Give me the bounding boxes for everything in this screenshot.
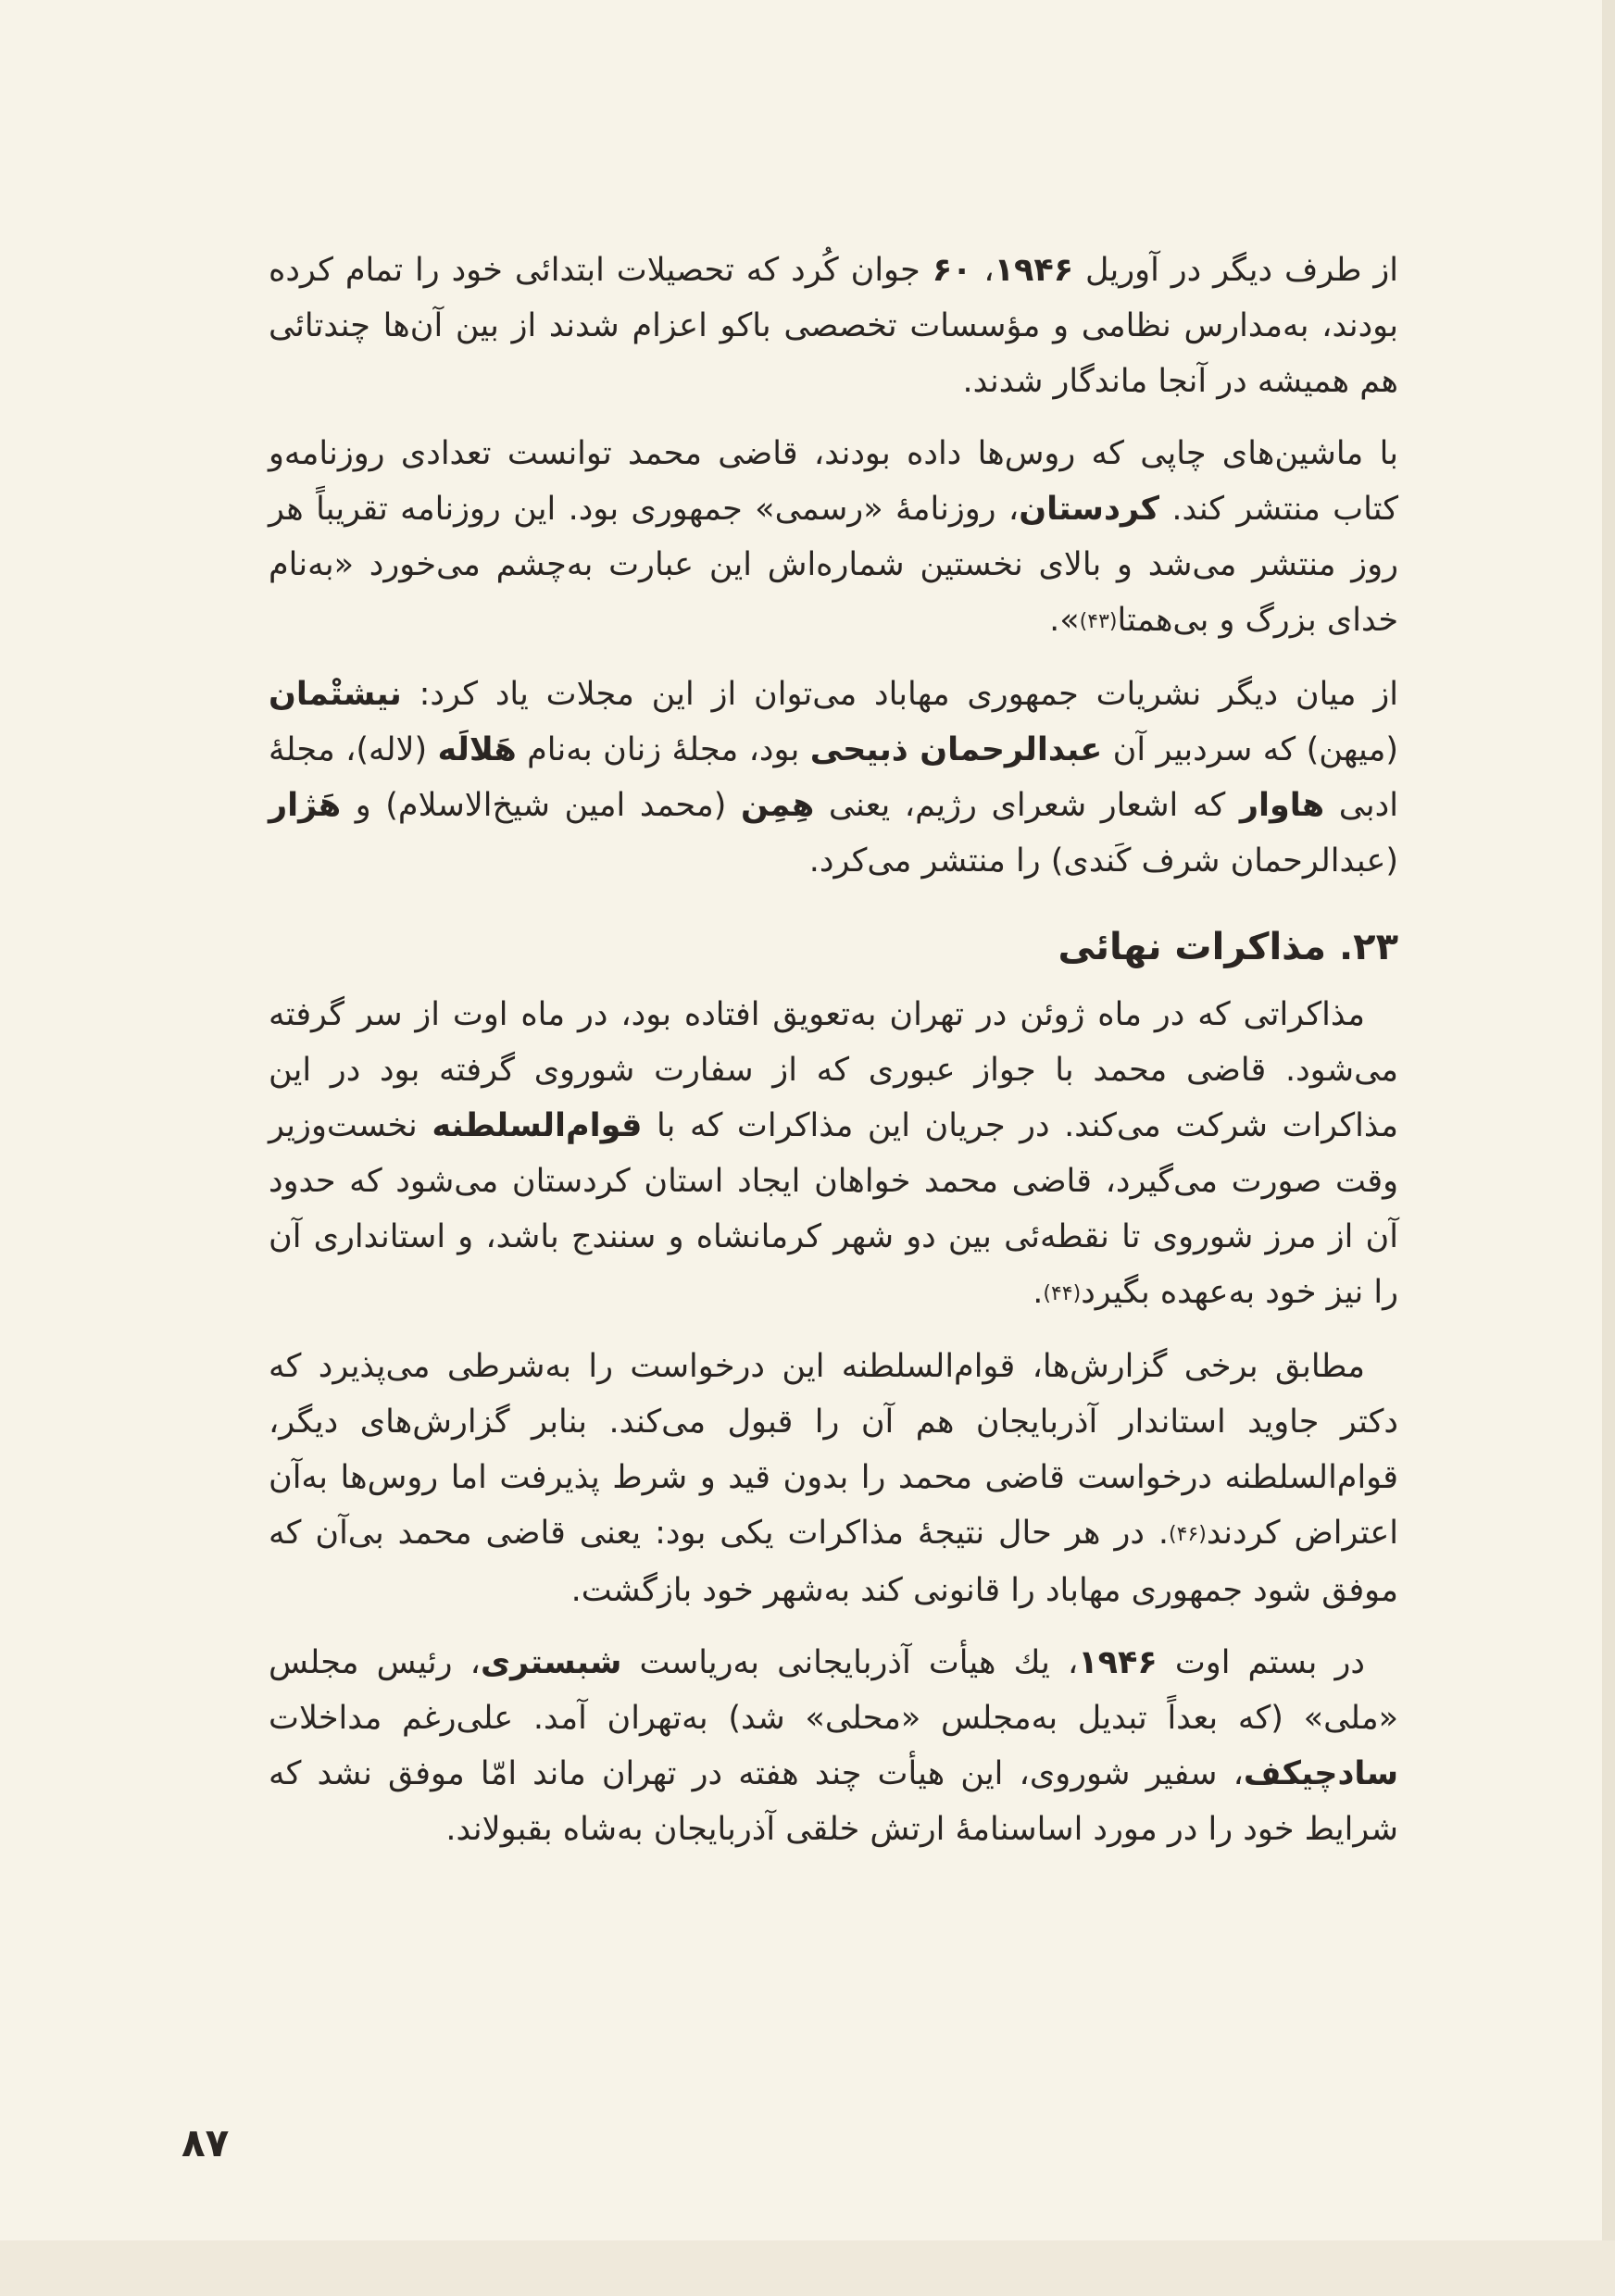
text-run: (محمد امین شیخ‌الاسلام) و — [341, 787, 742, 824]
poet-name: هِمِن — [741, 787, 815, 824]
body-text — [269, 243, 1398, 1874]
person-name: شبستری — [480, 1644, 622, 1681]
text-run: بود، مجلهٔ زنان به‌نام — [516, 731, 810, 768]
section-title: مذاکرات نهائی — [1058, 926, 1327, 968]
text-run: ، رئیس مجلس «ملی» (که بعداً تبدیل به‌مجلس «محلی» شد) به‌تهران آمد. علی‌رغم مداخلات — [269, 1644, 1398, 1737]
text-run: . در هر حال نتیجهٔ مذاکرات یکی بود: یعنی قاضی محمد بی‌آن که موفق شود جمهوری مهاباد را قانونی کند به‌شهر خود بازگشت. — [269, 1515, 1398, 1609]
footnote-ref: (۴۳) — [1079, 610, 1118, 633]
magazine-name: نیشتْمان — [269, 676, 402, 713]
text-run: از طرف دیگر در آوریل — [1073, 252, 1399, 289]
text-run: ، — [971, 252, 995, 289]
editor-name: عبدالرحمان ذبیحی — [809, 731, 1103, 768]
scan-bottom-margin — [0, 2240, 1615, 2296]
section-heading — [269, 920, 1398, 974]
text-run: از میان دیگر نشریات جمهوری مهاباد می‌توان از این مجلات یاد کرد: — [401, 676, 1398, 713]
paragraph-negotiations — [269, 987, 1398, 1322]
text-run: نخست‌وزیر وقت صورت می‌گیرد، قاضی محمد خواهان ایجاد استان کردستان می‌شود که حدود آن از مرز شوروی تا نقطه‌ئی بین دو شهر کرمانشاه و سنندج باشد، و استانداری آن را نیز خود به‌عهده بگیرد — [269, 1107, 1398, 1311]
poet-name: هَژار — [269, 787, 342, 824]
text-run: که اشعار شعرای رژیم، یعنی — [814, 787, 1240, 824]
paragraph-printing-press — [269, 426, 1398, 650]
paragraph-publications — [269, 667, 1398, 889]
text-run: ، روزنامهٔ «رسمی» جمهوری بود. این روزنامه تقریباً هر روز منتشر می‌شد و بالای نخستین شماره‌اش این عبارت به‌چشم می‌خورد «به‌نام خدای بزرگ و بی‌همتا — [269, 491, 1398, 639]
text-run: (لاله)، مجلهٔ ادبی — [269, 731, 1398, 824]
text-run: ». — [1049, 602, 1080, 639]
text-run: . — [1033, 1274, 1044, 1311]
text-run: در بستم اوت — [1157, 1644, 1365, 1681]
footnote-ref: (۴۶) — [1169, 1523, 1207, 1546]
magazine-name: هَلالَه — [437, 731, 517, 768]
page-edge — [1602, 0, 1615, 2296]
text-run: (عبدالرحمان شرف کَندی) را منتشر می‌کرد. — [808, 842, 1398, 880]
page-number: ۸۷ — [182, 2120, 230, 2165]
paragraph-reports — [269, 1339, 1398, 1618]
person-name: سادچیکف — [1243, 1755, 1398, 1792]
person-name: قوام‌السلطنه — [432, 1107, 643, 1144]
magazine-name: هاوار — [1239, 787, 1325, 824]
count-number: ۶۰ — [932, 252, 972, 289]
footnote-ref: (۴۴) — [1043, 1282, 1082, 1305]
paragraph-kurdish-students — [269, 243, 1398, 409]
newspaper-name: کردستان — [1019, 491, 1160, 528]
text-run: مذاکراتی که در ماه ژوئن در تهران به‌تعویق افتاده بود، در ماه اوت از سر گرفته می‌شود. قاضی محمد با جواز عبوری که از سفارت شوروی گرفته بود در این مذاکرات شرکت می‌کند. در جریان این مذاکرات که با — [269, 996, 1398, 1144]
text-run: ، سفیر شوروی، این هیأت چند هفته در تهران ماند امّا موفق نشد که شرایط خود را در مورد اساسنامهٔ ارتش خلقی آذربایجان به‌شاه بقبولاند. — [269, 1755, 1398, 1848]
text-run: ، یك هیأت آذربایجانی به‌ریاست — [621, 1644, 1079, 1681]
text-run: (میهن) که سردبیر آن — [1102, 731, 1398, 768]
section-number: ۲۳ — [1353, 926, 1398, 968]
text-run: با ماشین‌های چاپی که روس‌ها داده بودند، قاضی محمد توانست تعدادی روزنامه‌و کتاب منتشر کند. — [269, 435, 1399, 528]
section-dot: . — [1326, 926, 1354, 968]
year-number: ۱۹۴۶ — [1078, 1644, 1158, 1681]
text-run: مطابق برخی گزارش‌ها، قوام‌السلطنه این درخواست را به‌شرطی می‌پذیرد که دکتر جاوید استاندار آذربایجان هم آن را قبول می‌کند. بنابر گزارش‌های دیگر، قوام‌السلطنه درخواست قاضی محمد را بدون قید و شرط پذیرفت اما روس‌ها به‌آن اعتراض کردند — [269, 1348, 1398, 1552]
text-run: جوان کُرد که تحصیلات ابتدائی خود را تمام کرده بودند، به‌مدارس نظامی و مؤسسات تخصصی باکو اعزام شدند از بین آن‌ها چندتائی هم همیشه در آنجا ماندگار شدند. — [269, 252, 1398, 400]
year-number: ۱۹۴۶ — [994, 252, 1074, 289]
paragraph-azerbaijan-delegation — [269, 1635, 1398, 1857]
